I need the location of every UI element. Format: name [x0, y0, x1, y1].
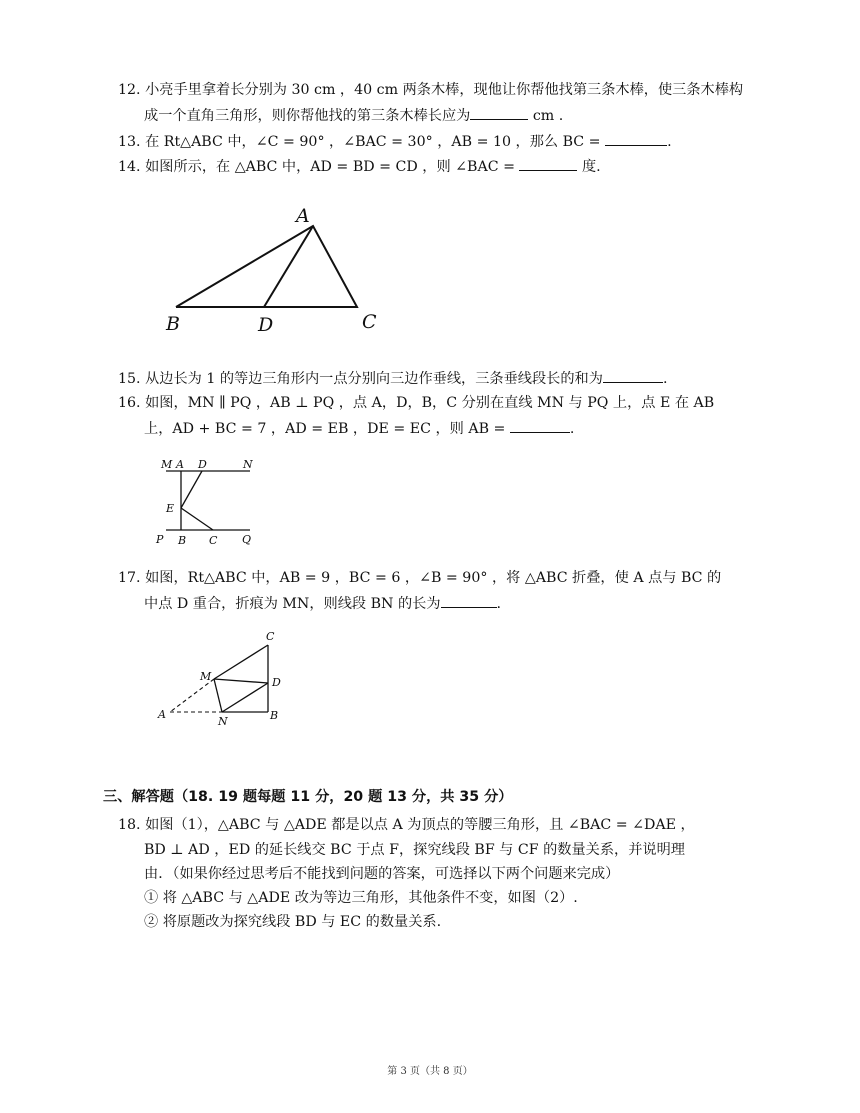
q16-answer-blank — [510, 418, 570, 433]
segment-md — [214, 679, 268, 683]
q15-line — [118, 368, 667, 389]
q15-end: . — [662, 371, 668, 387]
q16-line2 — [144, 418, 574, 439]
triangle-abc — [176, 226, 357, 307]
q18-line1: 18. 如图（1），△ABC 与 △ADE 都是以点 A 为顶点的等腰三角形，且 ∠BAC = ∠DAE ， — [118, 817, 695, 833]
label-p: P — [156, 533, 164, 546]
label-n: N — [218, 715, 228, 728]
q12-line2-text: 成一个直角三角形，则你帮他找的第三条木棒长应为 — [144, 108, 471, 124]
segment-ed — [181, 471, 202, 508]
label-a: A — [176, 458, 184, 471]
q12-line2-end: cm . — [528, 108, 564, 124]
label-e: E — [166, 502, 175, 515]
q15-text: 15. 从边长为 1 的等边三角形内一点分别向三边作垂线，三条垂线段长的和为 — [118, 371, 603, 387]
q15-answer-blank — [603, 368, 663, 383]
label-a: A — [296, 205, 310, 227]
q16-end: . — [569, 421, 575, 437]
q14-text: 14. 如图所示，在 △ABC 中，AD = BD = CD ，则 ∠BAC = — [118, 159, 520, 175]
label-b: B — [270, 709, 279, 722]
page-footer: 第 3 页（共 8 页） — [387, 1066, 473, 1077]
q16-text: 上，AD + BC = 7 ，AD = EB ，DE = EC ，则 AB = — [144, 421, 510, 437]
q17-end: . — [496, 596, 502, 612]
label-c: C — [362, 311, 377, 333]
segment-mn — [214, 679, 222, 712]
q13-line — [118, 131, 672, 152]
label-d: D — [198, 458, 207, 471]
segment-ec — [181, 508, 213, 530]
q17-line2 — [144, 593, 501, 614]
label-d: D — [272, 676, 281, 689]
q13-end: . — [667, 134, 672, 150]
q12-answer-blank — [470, 105, 528, 120]
label-b: B — [178, 534, 187, 547]
q13-text: 13. 在 Rt△ABC 中，∠C = 90° ，∠BAC = 30° ，AB = 10 ，那么 BC = — [118, 134, 606, 150]
label-m: M — [200, 670, 212, 683]
q14-end: 度. — [577, 159, 601, 175]
label-n: N — [243, 458, 253, 471]
q14-answer-blank — [519, 156, 577, 171]
figure-q14-triangle — [160, 200, 390, 340]
q18-line2: BD ⊥ AD ，ED 的延长线交 BC 于点 F，探究线段 BF 与 CF 的数量关系，并说明理 — [144, 842, 685, 858]
q17-line1: 17. 如图，Rt△ABC 中，AB = 9 ，BC = 6 ，∠B = 90° ，将 △ABC 折叠，使 A 点与 BC 的 — [118, 570, 722, 586]
label-q: Q — [242, 533, 252, 546]
q17-text: 中点 D 重合，折痕为 MN，则线段 BN 的长为 — [144, 596, 441, 612]
label-c: C — [209, 534, 218, 547]
figure-q16 — [150, 452, 265, 547]
q14-line — [118, 156, 601, 177]
q18-option2: ② 将原题改为探究线段 BD 与 EC 的数量关系. — [144, 914, 442, 930]
section-3-heading: 三、解答题（18. 19 题每题 11 分，20 题 13 分，共 35 分） — [103, 789, 513, 805]
label-d: D — [258, 314, 274, 336]
segment-nd — [222, 683, 268, 712]
segment-ma-dashed — [170, 679, 214, 712]
q18-line3: 由．（如果你经过思考后不能找到问题的答案，可选择以下两个问题来完成） — [144, 866, 620, 882]
label-m: M — [161, 458, 173, 471]
figure-q17 — [150, 628, 285, 728]
q18-option1: ① 将 △ABC 与 △ADE 改为等边三角形，其他条件不变，如图（2）. — [144, 890, 578, 906]
label-a: A — [158, 708, 166, 721]
q16-line1: 16. 如图，MN ∥ PQ ，AB ⊥ PQ ，点 A，D，B，C 分别在直线 MN 与 PQ 上，点 E 在 AB — [118, 395, 715, 411]
q12-line1: 12. 小亮手里拿着长分别为 30 cm ，40 cm 两条木棒，现他让你帮他找第三条木棒，使三条木棒构 — [118, 82, 744, 98]
segment-cm — [214, 645, 268, 679]
segment-ad — [264, 226, 313, 307]
q12-line2 — [144, 105, 563, 126]
label-b: B — [166, 313, 180, 335]
q17-answer-blank — [441, 593, 497, 608]
q13-answer-blank — [605, 131, 667, 146]
label-c: C — [266, 630, 275, 643]
